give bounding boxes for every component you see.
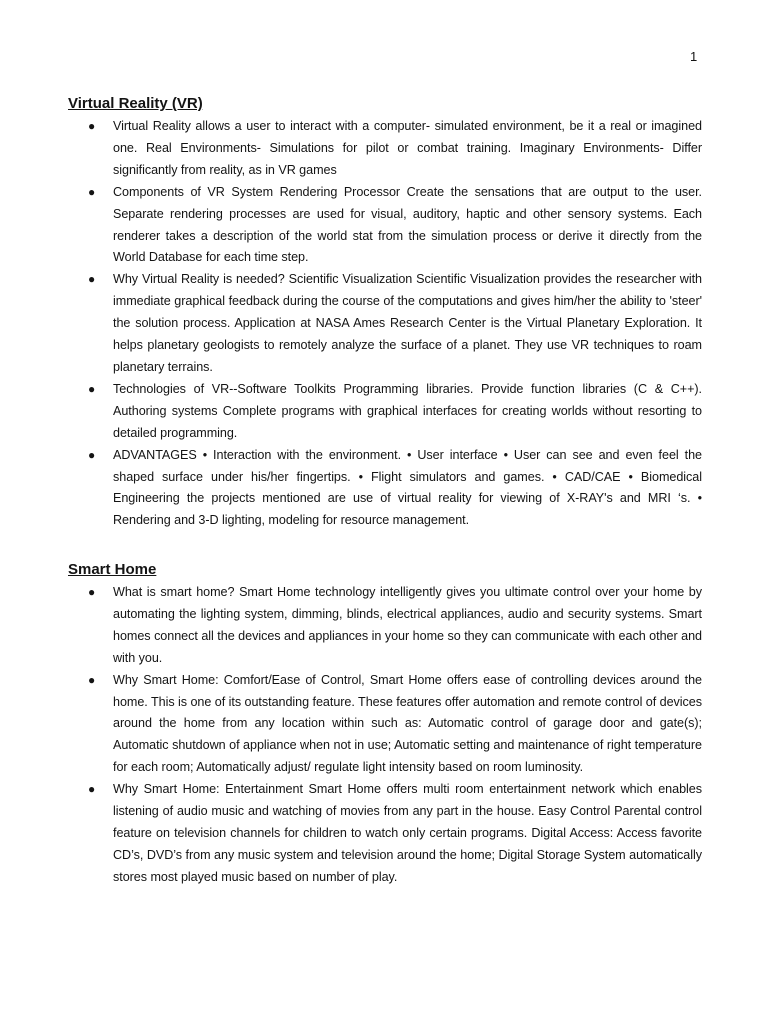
bullet-icon: ●	[88, 272, 96, 287]
bullet-icon: ●	[88, 447, 96, 462]
list-item-text: What is smart home? Smart Home technology intelligently gives you ultimate control over your home by automating the lighting system, dimming, blinds, electrical appliances, audio and security systems. Smart homes connect all the devices and appliances in your home so they can communicate with each other and with you.	[113, 585, 702, 665]
list-item	[68, 670, 702, 780]
list-item-text: Why Smart Home: Entertainment Smart Home offers multi room entertainment network which enables listening of audio music and watching of movies from any part in the house. Easy Control Parental control feature on television channels for children to watch only certain programs. Digital Access: Access favorite CD’s, DVD’s from any music system and television around the home; Digital Storage System automatically stores most played music based on number of play.	[113, 782, 702, 884]
list-item	[68, 779, 702, 889]
bullet-list-smart-home	[68, 582, 702, 889]
list-item-text: Why Virtual Reality is needed? Scientific Visualization Scientific Visualization provides the researcher with immediate graphical feedback during the course of the computations and gives him/her the ability to 'steer' the solution process. Application at NASA Ames Research Center is the Virtual Planetary Exploration. It helps planetary geologists to remotely analyze the surface of a planet. They use VR techniques to roam planetary terrains.	[113, 272, 702, 374]
list-item-text: Components of VR System Rendering Processor Create the sensations that are output to the user. Separate rendering processes are used for visual, auditory, haptic and other sensory systems. Each renderer takes a description of the world stat from the simulation process or derive it directly from the World Database for each time step.	[113, 184, 702, 265]
list-item-text: Technologies of VR--Software Toolkits Programming libraries. Provide function libraries (C & C++). Authoring systems Complete programs with graphical interfaces for creating worlds without resorting to detailed programming.	[113, 381, 702, 440]
bullet-list-virtual-reality	[68, 116, 702, 532]
section-heading-virtual-reality: Virtual Reality (VR)	[68, 95, 203, 112]
list-item	[68, 445, 702, 533]
bullet-icon: ●	[88, 672, 96, 687]
section-smart-home	[68, 560, 702, 889]
bullet-icon: ●	[88, 119, 96, 133]
list-item	[68, 182, 702, 270]
bullet-icon: ●	[88, 782, 96, 797]
list-item	[68, 582, 702, 670]
bullet-icon: ●	[88, 381, 96, 396]
bullet-icon: ●	[88, 184, 96, 199]
page-number: 1	[690, 49, 698, 64]
list-item	[68, 116, 702, 182]
list-item-text: ADVANTAGES • Interaction with the environment. • User interface • User can see and even feel the shaped surface under his/her fingertips. • Flight simulators and games. • CAD/CAE • Biomedical Engineering the projects mentioned are use of virtual reality for viewing of X-RAY's and MRI ‘s. • Rendering and 3-D lighting, modeling for resource management.	[113, 447, 702, 528]
list-item	[68, 269, 702, 379]
list-item-text: Virtual Reality allows a user to interact with a computer- simulated environment, be it a real or imagined one. Real Environments- Simulations for pilot or combat training. Imaginary Environments- Differ significantly from reality, as in VR games	[113, 119, 702, 177]
list-item-text: Why Smart Home: Comfort/Ease of Control, Smart Home offers ease of controlling devices around the home. This is one of its outstanding feature. These features offer automation and remote control of devices around the home from any location within such as: Automatic control of garage door and gate(s); Automatic shutdown of appliance when not in use; Automatic setting and maintenance of right temperature for each room; Automatically adjust/ regulate light intensity based on room luminosity.	[113, 672, 703, 775]
list-item	[68, 379, 702, 445]
section-heading-smart-home: Smart Home	[68, 561, 157, 578]
section-virtual-reality	[68, 94, 702, 532]
bullet-icon: ●	[88, 585, 96, 599]
